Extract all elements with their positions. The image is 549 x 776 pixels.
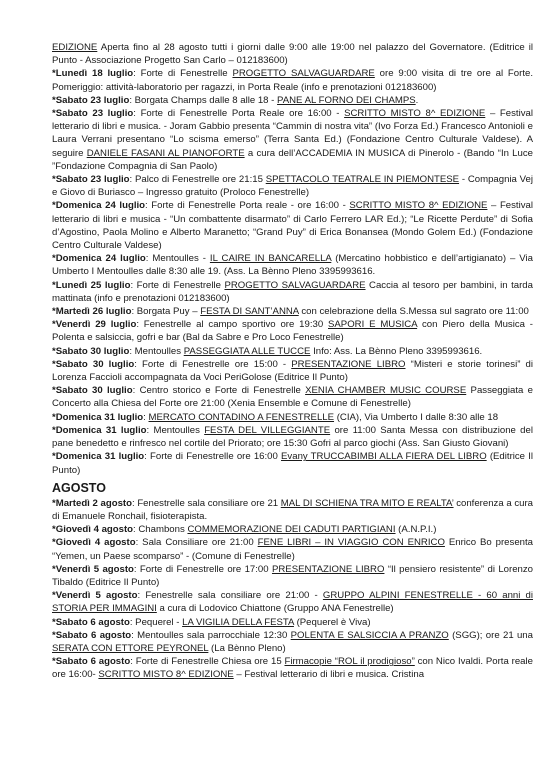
event-location: : Forte di Fenestrelle Chiesa ore 15 (130, 656, 285, 668)
event-entry (52, 411, 533, 424)
event-details: Enrico Bo presenta “Yemen, un Paese scomparso” - (Comune di Fenestrelle) (52, 537, 533, 562)
event-entry (52, 305, 533, 318)
event-date: *Sabato 23 luglio (52, 94, 130, 106)
event-date: *Domenica 31 luglio (52, 411, 144, 423)
event-title: PANE AL FORNO DEI CHAMPS (277, 94, 416, 106)
event-location: : Forte di Fenestrelle ore 17:00 (133, 563, 272, 575)
event-entry (52, 450, 533, 476)
event-location: : Forte di Fenestrelle (130, 279, 225, 291)
event-date: *Sabato 6 agosto (52, 629, 132, 641)
event-entry (52, 523, 533, 536)
event-date: *Sabato 23 luglio (52, 108, 134, 120)
event-location: : Fenestrelle sala consiliare ore 21 (131, 497, 281, 509)
event-entry (52, 424, 533, 450)
event-entry (52, 279, 533, 305)
event-date: *Domenica 31 luglio (52, 451, 145, 463)
event-details: (Editrice Il Punto) (52, 451, 533, 476)
event-location: : Fenestrelle sala consiliare ore 21:00 - (137, 590, 323, 602)
event-entry (52, 318, 533, 344)
event-location: : (143, 411, 149, 423)
event-entry (52, 384, 533, 410)
event-date: *Lunedì 18 luglio (52, 68, 134, 80)
event-entry (52, 94, 533, 107)
event-entry (52, 589, 533, 615)
event-location: : Forte di Fenestrelle ore 16:00 (144, 451, 282, 463)
event-title: IL CAIRE IN BANCARELLA (209, 253, 332, 265)
event-entry (52, 67, 533, 93)
event-location: : Sala Consiliare ore 21:00 (135, 537, 258, 549)
event-title: Firmacopie “ROL il prodigioso” (284, 656, 415, 668)
event-date: *Sabato 23 luglio (52, 174, 130, 186)
event-location: : Mentoulles sala parrocchiale 12:30 (131, 629, 291, 641)
event-title: FESTA DI SANT’ANNA (200, 306, 299, 318)
event-location: : Centro storico e Forte di Fenestrelle (132, 385, 306, 397)
event-details: . (415, 94, 419, 106)
event-title: PROGETTO SALVAGUARDARE (232, 68, 375, 80)
event-entry (52, 616, 533, 629)
event-date: *Lunedì 25 luglio (52, 279, 131, 291)
event-details: “Misteri e storie torinesi” di Lorenza Faccioli accompagnata da Voci PeriGolose (Editrice Il Punto) (52, 358, 533, 384)
event-entry (52, 173, 533, 199)
event-details: Aperta fino al 28 agosto tutti i giorni dalle 9:00 alle 19:00 nel palazzo del Governatore. (Editrice il Punto - Associazione Progetto San Carlo – 012183600) (52, 42, 533, 67)
event-details: – Festival letterario di libri e musica. Cristina (233, 669, 425, 681)
event-details: (Mercatino hobbistico e dell’artigianato) – Via Umberto I Mentoulles dalle 8:30 alle 19. (Ass. La Bènno Pleno 3395993616. (52, 253, 533, 278)
event-date: *Sabato 30 luglio (52, 385, 133, 397)
event-title: DANIELE FASANI AL PIANOFORTE (86, 147, 245, 159)
event-location: : Forte di Fenestrelle Porta reale - ore 16:00 - (145, 200, 350, 212)
event-entry (52, 252, 533, 278)
event-details: (SGG); ore 21 una (448, 629, 533, 641)
event-location: : Forte di Fenestrelle Porta Reale ore 16:00 - (133, 108, 345, 120)
event-title: MAL DI SCHIENA TRA MITO E REALTA’ (280, 497, 454, 509)
event-details: – Festival letterario di libri e musica - “Un combattente disarmato” di Carlo Ferrero LAR Ed.); “Le Ricette Perdute” di Sofia d’Agostino, Paola Molino e Alberto Maranetto; “Grand Puy” di Erica Bonansea (Mondo Golem Ed.) (Fondazione Centro Culturale Valdese) (52, 200, 533, 252)
event-details: - Compagnia Vej e Giovo di Buriasco – Ingresso gratuito (Proloco Fenestrelle) (52, 174, 534, 199)
event-title: POLENTA E SALSICCIA A PRANZO (290, 629, 449, 641)
event-details: Caccia al tesoro per bambini, in tarda mattinata (info e prenotazioni 012183600) (52, 279, 533, 304)
event-title: SAPORI E MUSICA (328, 319, 418, 331)
event-location: : Borgata Champs dalle 8 alle 18 - (129, 94, 278, 106)
event-date: *Venerdì 5 agosto (52, 563, 134, 575)
event-title: MERCATO CONTADINO A FENESTRELLE (148, 411, 335, 423)
event-date: *Domenica 31 luglio (52, 424, 147, 436)
event-title: FENE LIBRI – IN VIAGGIO CON ENRICO (257, 537, 445, 549)
event-date: *Domenica 24 luglio (52, 200, 146, 212)
event-date: *Domenica 24 luglio (52, 253, 146, 265)
event-title: GRUPPO ALPINI FENESTRELLE - 60 anni di STORIA PER IMMAGINI (52, 590, 533, 615)
event-title: SCRITTO MISTO 8^ EDIZIONE (98, 669, 234, 681)
event-date: *Sabato 30 luglio (52, 358, 135, 370)
event-date: *Venerdì 5 agosto (52, 590, 138, 602)
event-entry (52, 497, 533, 523)
august-events-list (52, 497, 533, 682)
event-entry (52, 358, 533, 384)
event-title: PRESENTAZIONE LIBRO (271, 563, 385, 575)
event-date: *Sabato 30 luglio (52, 345, 130, 357)
event-title: LA VIGILIA DELLA FESTA (182, 616, 294, 628)
event-title: PRESENTAZIONE LIBRO (291, 358, 406, 370)
event-details: “Il pensiero resistente” di Lorenzo Tibaldo (Editrice Il Punto) (52, 563, 533, 588)
event-date: *Giovedì 4 agosto (52, 537, 136, 549)
event-entry (52, 536, 533, 562)
event-details: a cura di Lodovico Chiattone (Gruppo ANA Fenestrelle) (156, 603, 394, 615)
event-location: : Mentoulles - (145, 253, 210, 265)
event-entry (52, 107, 533, 173)
event-title: Evany TRUCCABIMBI ALLA FIERA DEL LIBRO (281, 451, 487, 463)
event-title: PASSEGGIATA ALLE TUCCE (183, 345, 311, 357)
event-title: SCRITTO MISTO 8^ EDIZIONE (344, 108, 486, 120)
event-location: : Forte di Fenestrelle ore 15:00 - (134, 358, 292, 370)
event-details: Passeggiata e Concerto alla Chiesa del Forte ore 21:00 (Xenia Ensemble e Comune di Fenestrelle) (52, 385, 533, 410)
event-title: SPETTACOLO TEATRALE IN PIEMONTESE (265, 174, 460, 186)
event-date: *Martedì 2 agosto (52, 497, 132, 509)
event-details: ore 11:00 Santa Messa con distribuzione del pane benedetto e rinfresco nel cortile del Priorato; ore 15:30 Gofri al parco giochi (Ass. San Giusto Giovani) (52, 424, 533, 450)
section-heading-august: AGOSTO (52, 480, 106, 495)
event-details: (La Bènno Pleno) (208, 642, 286, 654)
event-date: *Martedì 26 luglio (52, 306, 132, 318)
event-details: – Festival letterario di libri e musica. - Joram Gabbio presenta “Cammin di nostra vita” (Ivo Forza Ed.) Francesco Antonioli e Laura Verrani presentano “Lo scisma emerso” (Terra Santa Ed.) (Fondazione Centro Culturale Valdese). A seguire (52, 108, 533, 159)
event-entry (52, 41, 533, 67)
event-title: EDIZIONE (52, 42, 98, 53)
event-location: : Palco di Fenestrelle ore 21:15 (129, 174, 266, 186)
event-details: con Nico Ivaldi. Porta reale ore 16:00- (52, 656, 533, 681)
july-events-list (52, 41, 533, 477)
event-details: (A.N.P.I.) (395, 524, 437, 536)
event-location: : Borgata Puy – (131, 306, 201, 318)
event-entry (52, 345, 533, 358)
event-location: : Chambons (133, 524, 188, 536)
event-entry (52, 563, 533, 589)
event-details: (CIA), Via Umberto I dalle 8:30 alle 18 (334, 411, 499, 423)
event-details: ore 9:00 visita di tre ore al Forte. Pomeriggio: attività-laboratorio per ragazzi, in Porta Reale (info e prenotazioni 012183600) (52, 68, 533, 93)
event-date: *Sabato 6 agosto (52, 616, 130, 628)
event-title: XENIA CHAMBER MUSIC COURSE (305, 385, 467, 397)
event-details: a cura dell’ACCADEMIA IN MUSICA di Pinerolo - (Bando “In Luce ”Fondazione Compagnia di San Paolo) (52, 147, 533, 172)
event-date: *Sabato 6 agosto (52, 656, 131, 668)
event-entry (52, 629, 533, 655)
event-title: PROGETTO SALVAGUARDARE (224, 279, 366, 291)
event-location: : Fenestrelle al campo sportivo ore 19:30 (136, 319, 328, 331)
event-location: : Mentoulles (129, 345, 184, 357)
event-location: : Pequerel - (129, 616, 183, 628)
event-entry (52, 655, 533, 681)
event-date: *Giovedì 4 agosto (52, 524, 134, 536)
event-details: (Pequerel è Viva) (293, 616, 371, 628)
event-details: conferenza a cura di Emanuele Ronchail, fisioterapista. (52, 497, 534, 522)
event-title: FESTA DEL VILLEGGIANTE (204, 424, 331, 436)
event-location: : Mentoulles (146, 424, 205, 436)
event-details: con Piero della Musica - Polenta e salsiccia, gofri e bar (Bal da Sabre e Pro Loco Fenestrelle) (52, 319, 533, 344)
event-title: COMMEMORAZIONE DEI CADUTI PARTIGIANI (187, 524, 396, 536)
event-date: *Venerdì 29 luglio (52, 319, 137, 331)
event-details: Info: Ass. La Bènno Pleno 3395993616. (310, 345, 483, 357)
event-details: con celebrazione della S.Messa sul sagrato ore 11:00 (298, 306, 529, 318)
event-entry (52, 199, 533, 252)
event-location: : Forte di Fenestrelle (133, 68, 233, 80)
event-title: SERATA CON ETTORE PEYRONEL (52, 642, 209, 654)
event-title: SCRITTO MISTO 8^ EDIZIONE (349, 200, 488, 212)
